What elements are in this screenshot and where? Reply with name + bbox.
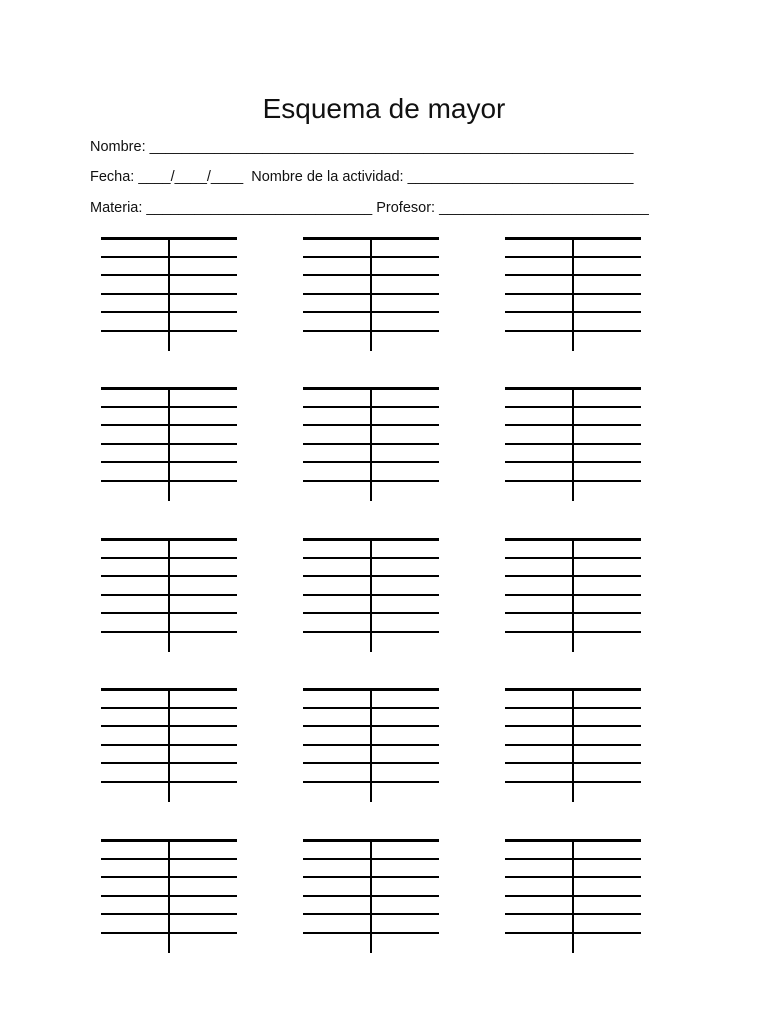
t-account-divider-line xyxy=(572,538,574,652)
nombre-field-line: Nombre: ____________________________________________________________ xyxy=(90,139,634,155)
t-account xyxy=(505,237,641,355)
materia-profesor-field-line: Materia: ____________________________ Profesor: __________________________ xyxy=(90,200,649,216)
t-account xyxy=(101,538,237,656)
t-account xyxy=(505,839,641,957)
t-account-divider-line xyxy=(168,688,170,802)
t-account xyxy=(303,688,439,806)
t-account xyxy=(101,688,237,806)
t-account xyxy=(303,538,439,656)
page-title: Esquema de mayor xyxy=(262,93,506,124)
t-account-divider-line xyxy=(370,688,372,802)
t-account-divider-line xyxy=(168,538,170,652)
t-account-divider-line xyxy=(572,237,574,351)
t-account xyxy=(303,237,439,355)
t-account-divider-line xyxy=(370,538,372,652)
fecha-actividad-field-line: Fecha: ____/____/____ Nombre de la actividad: ____________________________ xyxy=(90,169,634,185)
t-account xyxy=(303,839,439,957)
t-account xyxy=(505,387,641,505)
t-account-divider-line xyxy=(168,387,170,501)
t-account xyxy=(505,688,641,806)
t-account-divider-line xyxy=(370,839,372,953)
t-account-divider-line xyxy=(572,839,574,953)
t-account-divider-line xyxy=(370,237,372,351)
t-account-divider-line xyxy=(572,387,574,501)
t-account-divider-line xyxy=(370,387,372,501)
t-account-divider-line xyxy=(572,688,574,802)
t-account-divider-line xyxy=(168,839,170,953)
t-account xyxy=(101,387,237,505)
t-account xyxy=(303,387,439,505)
t-account-divider-line xyxy=(168,237,170,351)
t-account xyxy=(505,538,641,656)
t-account xyxy=(101,839,237,957)
t-account xyxy=(101,237,237,355)
